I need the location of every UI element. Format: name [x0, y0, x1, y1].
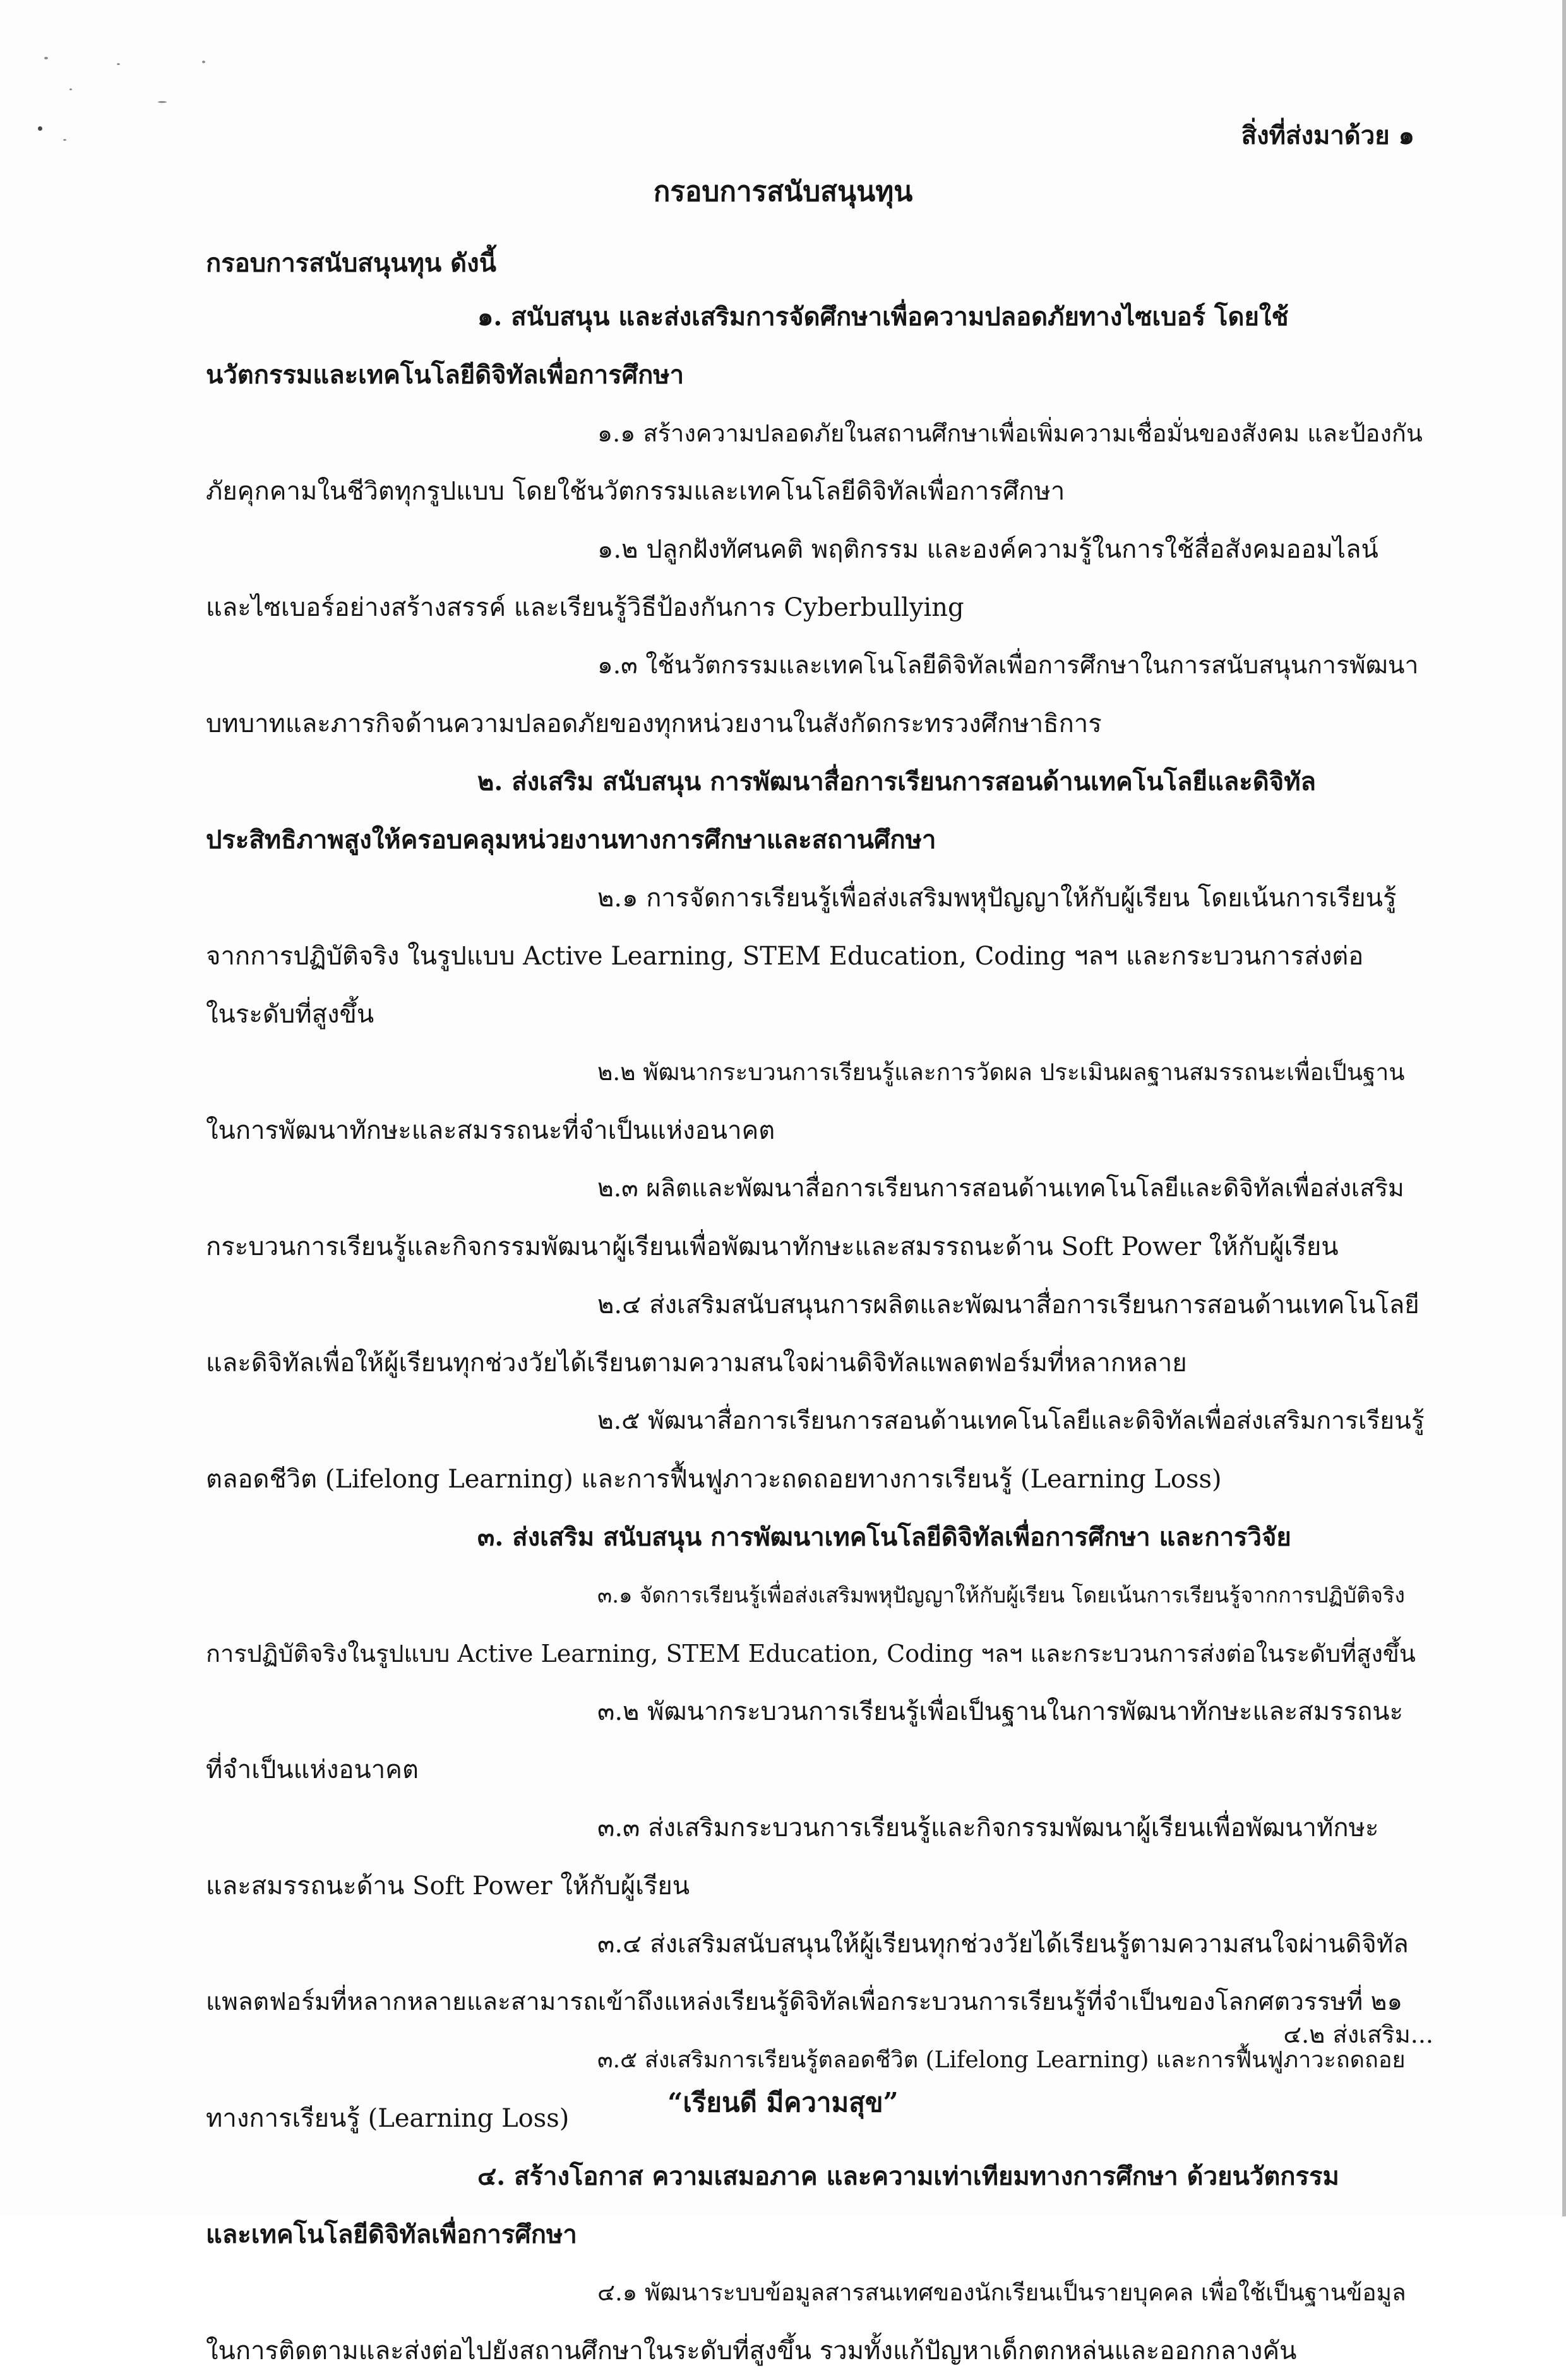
- item-2-4: ๒.๔ ส่งเสริมสนับสนุนการผลิตและพัฒนาสื่อการเรียนการสอนด้านเทคโนโลยี: [597, 1290, 1420, 1319]
- item-3-1-cont: การปฏิบัติจริงในรูปแบบ Active Learning, STEM Education, Coding ฯลฯ และกระบวนการส่งต่อในระดับที่สูงขึ้น: [206, 1640, 1416, 1668]
- item-2-3-cont: กระบวนการเรียนรู้และกิจกรรมพัฒนาผู้เรียนเพื่อพัฒนาทักษะและสมรรถนะด้าน Soft Power ให้กับผู้เรียน: [206, 1232, 1339, 1261]
- item-4-1-cont: ในการติดตามและส่งต่อไปยังสถานศึกษาในระดับที่สูงขึ้น รวมทั้งแก้ปัญหาเด็กตกหล่นและออกกลางคัน: [206, 2336, 1297, 2365]
- section-1-heading-cont: นวัตกรรมและเทคโนโลยีดิจิทัลเพื่อการศึกษา: [206, 360, 684, 390]
- item-3-5-cont: ทางการเรียนรู้ (Learning Loss): [206, 2104, 570, 2133]
- item-1-2: ๑.๒ ปลูกฝังทัศนคติ พฤติกรรม และองค์ความรู้ในการใช้สื่อสังคมออมไลน์: [597, 535, 1378, 564]
- item-2-1-cont: จากการปฏิบัติจริง ในรูปแบบ Active Learning, STEM Education, Coding ฯลฯ และกระบวนการส่งต่อ: [206, 942, 1364, 971]
- page-title: กรอบการสนับสนุนทุน: [653, 176, 913, 208]
- item-3-5: ๓.๕ ส่งเสริมการเรียนรู้ตลอดชีวิต (Lifelong Learning) และการฟื้นฟูภาวะถดถอย: [597, 2047, 1406, 2073]
- item-3-3: ๓.๓ ส่งเสริมกระบวนการเรียนรู้และกิจกรรมพัฒนาผู้เรียนเพื่อพัฒนาทักษะ: [597, 1813, 1379, 1842]
- section-3-heading: ๓. ส่งเสริม สนับสนุน การพัฒนาเทคโนโลยีดิจิทัลเพื่อการศึกษา และการวิจัย: [477, 1522, 1291, 1552]
- scan-specks: [25, 44, 227, 158]
- section-4-heading-cont: และเทคโนโลยีดิจิทัลเพื่อการศึกษา: [206, 2220, 577, 2249]
- item-4-1: ๔.๑ พัฒนาระบบข้อมูลสารสนเทศของนักเรียนเป็นรายบุคคล เพื่อใช้เป็นฐานข้อมูล: [597, 2279, 1406, 2306]
- item-2-1: ๒.๑ การจัดการเรียนรู้เพื่อส่งเสริมพหุปัญญาให้กับผู้เรียน โดยเน้นการเรียนรู้: [597, 884, 1397, 913]
- item-1-3-cont: บทบาทและภารกิจด้านความปลอดภัยของทุกหน่วยงานในสังกัดกระทรวงศึกษาธิการ: [206, 709, 1102, 738]
- section-1-heading: ๑. สนับสนุน และส่งเสริมการจัดศึกษาเพื่อความปลอดภัยทางไซเบอร์ โดยใช้: [477, 302, 1289, 332]
- scan-edge: [1562, 0, 1566, 2216]
- item-2-2-cont: ในการพัฒนาทักษะและสมรรถนะที่จำเป็นแห่งอนาคต: [206, 1116, 775, 1145]
- item-1-1: ๑.๑ สร้างความปลอดภัยในสถานศึกษาเพื่อเพิ่มความเชื่อมั่นของสังคม และป้องกัน: [597, 419, 1423, 447]
- item-3-4: ๓.๔ ส่งเสริมสนับสนุนให้ผู้เรียนทุกช่วงวัยได้เรียนรู้ตามความสนใจผ่านดิจิทัล: [597, 1930, 1409, 1959]
- intro-line: กรอบการสนับสนุนทุน ดังนี้: [206, 248, 497, 278]
- continuation-marker: ๔.๒ ส่งเสริม...: [1283, 2021, 1433, 2048]
- section-2-heading-cont: ประสิทธิภาพสูงให้ครอบคลุมหน่วยงานทางการศึกษาและสถานศึกษา: [206, 825, 936, 855]
- item-3-4-cont: แพลตฟอร์มที่หลากหลายและสามารถเข้าถึงแหล่งเรียนรู้ดิจิทัลเพื่อกระบวนการเรียนรู้ที่จำเป็นของโลกศตวรรษที่ ๒๑: [206, 1988, 1403, 2016]
- item-3-1: ๓.๑ จัดการเรียนรู้เพื่อส่งเสริมพหุปัญญาให้กับผู้เรียน โดยเน้นการเรียนรู้จากการปฏิบัติจริง: [597, 1583, 1405, 1608]
- item-2-1-cont-2: ในระดับที่สูงขึ้น: [206, 1000, 374, 1029]
- document-body: [206, 239, 1425, 2380]
- item-3-3-cont: และสมรรถนะด้าน Soft Power ให้กับผู้เรียน: [206, 1872, 690, 1901]
- item-2-2: ๒.๒ พัฒนากระบวนการเรียนรู้และการวัดผล ประเมินผลฐานสมรรถนะเพื่อเป็นฐาน: [597, 1059, 1405, 1086]
- enclosure-label: สิ่งที่ส่งมาด้วย ๑: [1241, 121, 1414, 150]
- item-2-3: ๒.๓ ผลิตและพัฒนาสื่อการเรียนการสอนด้านเทคโนโลยีและดิจิทัลเพื่อส่งเสริม: [597, 1174, 1404, 1203]
- section-4-heading: ๔. สร้างโอกาส ความเสมอภาค และความเท่าเทียมทางการศึกษา ด้วยนวัตกรรม: [477, 2161, 1339, 2191]
- item-2-4-cont: และดิจิทัลเพื่อให้ผู้เรียนทุกช่วงวัยได้เรียนตามความสนใจผ่านดิจิทัลแพลตฟอร์มที่หลากหลาย: [206, 1349, 1187, 1378]
- section-2-heading: ๒. ส่งเสริม สนับสนุน การพัฒนาสื่อการเรียนการสอนด้านเทคโนโลยีและดิจิทัล: [477, 767, 1317, 796]
- item-2-5-cont: ตลอดชีวิต (Lifelong Learning) และการฟื้นฟูภาวะถดถอยทางการเรียนรู้ (Learning Loss): [206, 1465, 1222, 1494]
- item-1-2-cont: และไซเบอร์อย่างสร้างสรรค์ และเรียนรู้วิธีป้องกันการ Cyberbullying: [206, 593, 964, 622]
- item-1-1-cont: ภัยคุกคามในชีวิตทุกรูปแบบ โดยใช้นวัตกรรมและเทคโนโลยีดิจิทัลเพื่อการศึกษา: [206, 477, 1065, 506]
- item-3-2-cont: ที่จำเป็นแห่งอนาคต: [206, 1755, 419, 1784]
- footer-slogan: “เรียนดี มีความสุข”: [667, 2087, 899, 2118]
- item-1-3: ๑.๓ ใช้นวัตกรรมและเทคโนโลยีดิจิทัลเพื่อการศึกษาในการสนับสนุนการพัฒนา: [597, 651, 1419, 680]
- item-2-5: ๒.๕ พัฒนาสื่อการเรียนการสอนด้านเทคโนโลยีและดิจิทัลเพื่อส่งเสริมการเรียนรู้: [597, 1407, 1425, 1435]
- item-3-2: ๓.๒ พัฒนากระบวนการเรียนรู้เพื่อเป็นฐานในการพัฒนาทักษะและสมรรถนะ: [597, 1697, 1404, 1726]
